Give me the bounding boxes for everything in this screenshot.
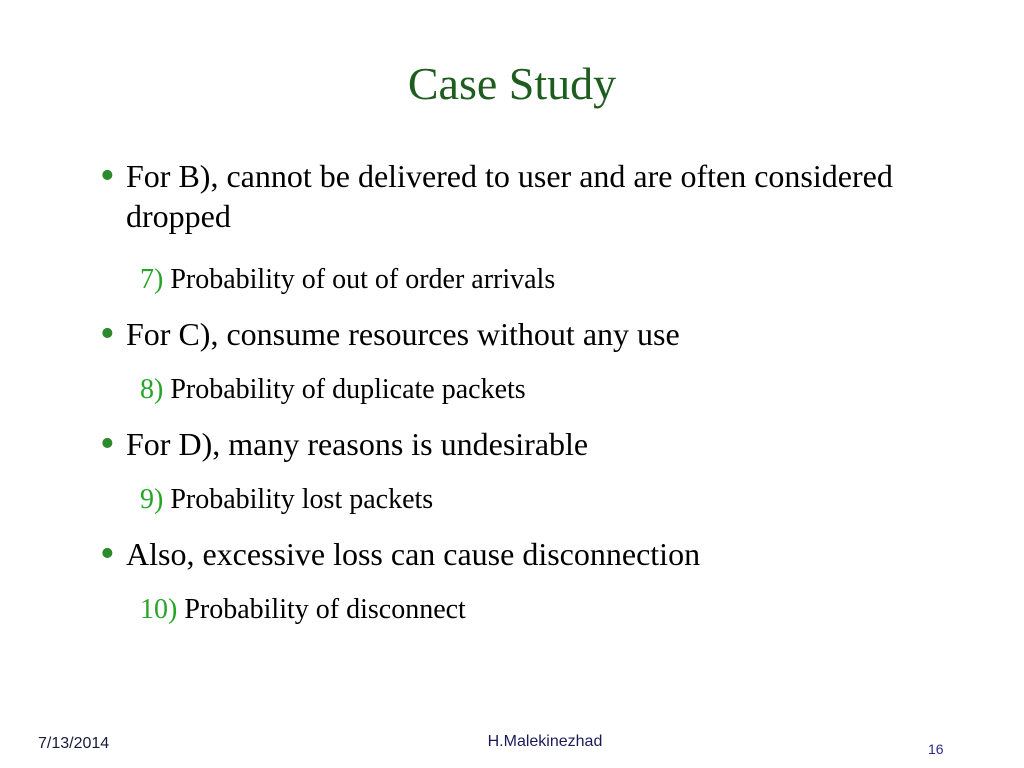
bullet-text-3: For D), many reasons is undesirable xyxy=(126,426,589,462)
page-number: 16 xyxy=(928,741,944,757)
slide-title: Case Study xyxy=(407,58,617,109)
bullet-text-4: Also, excessive loss can cause disconnection xyxy=(126,536,701,572)
sub-item-text: Probability of disconnect xyxy=(184,594,466,625)
sub-item-number: 7) xyxy=(140,264,164,295)
bullet-dot: • xyxy=(100,311,115,357)
sub-item-number: 8) xyxy=(140,374,164,405)
sub-item-number: 10) xyxy=(140,594,178,625)
bullet-text-2: For C), consume resources without any use xyxy=(126,316,680,352)
sub-item-4 xyxy=(140,593,466,627)
footer-author: H.Malekinezhad xyxy=(487,733,603,750)
footer-date: 7/13/2014 xyxy=(38,735,110,752)
bullet-dot: • xyxy=(100,531,115,577)
sub-item-number: 9) xyxy=(140,484,164,515)
sub-item-text: Probability of duplicate packets xyxy=(170,374,526,405)
sub-item-text: Probability of out of order arrivals xyxy=(170,264,556,295)
bullet-dot: • xyxy=(100,153,115,199)
sub-item-text: Probability lost packets xyxy=(170,484,434,515)
bullet-dot: • xyxy=(100,421,115,467)
sub-item-1 xyxy=(140,263,555,297)
sub-item-2 xyxy=(140,373,526,407)
bullet-text-1: For B), cannot be delivered to user and are often considered dropped xyxy=(126,158,893,234)
sub-item-3 xyxy=(140,483,433,517)
